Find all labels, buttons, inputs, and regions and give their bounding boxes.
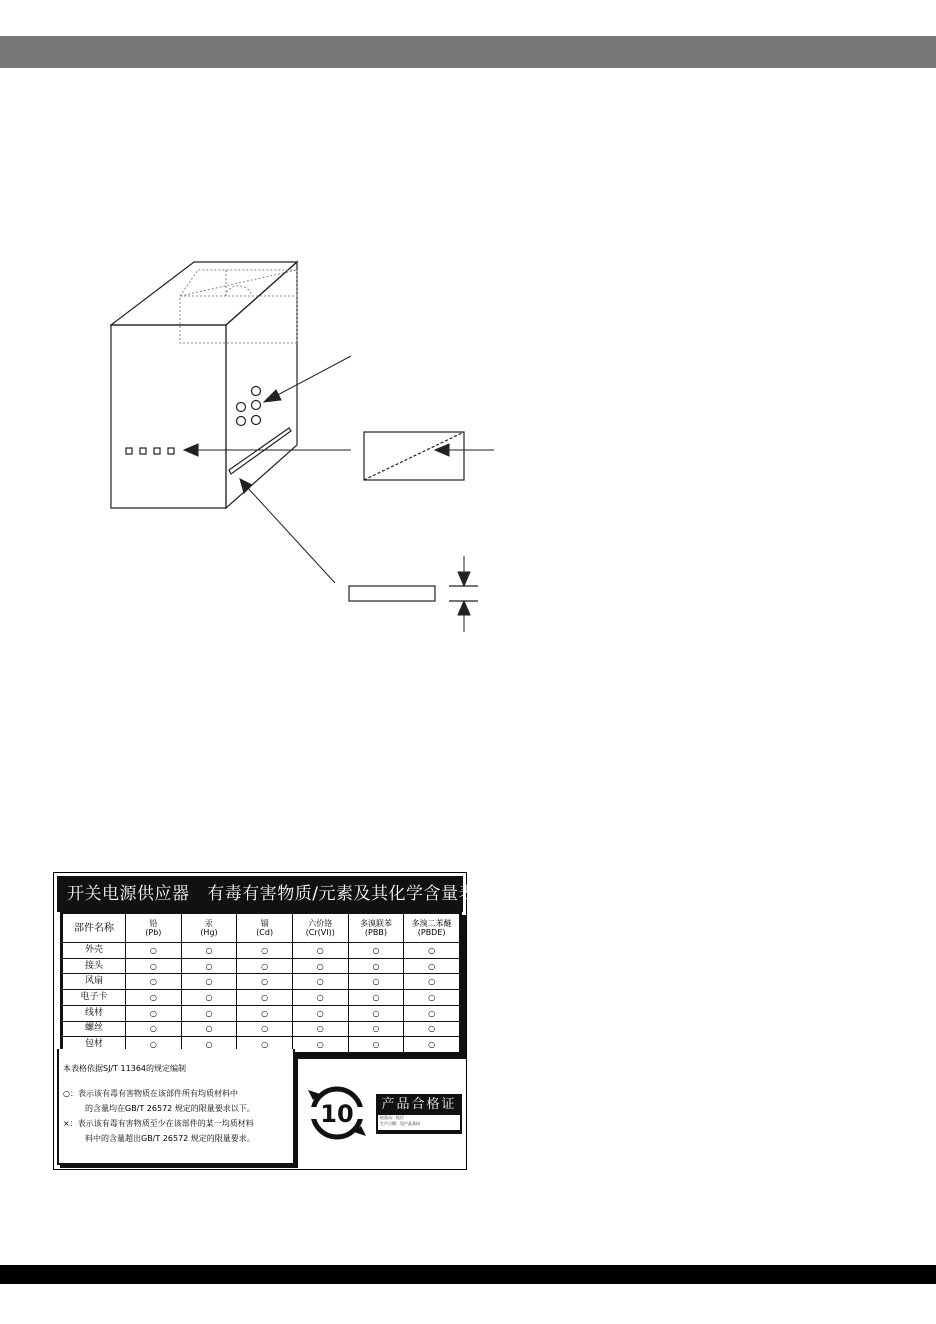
certificate-inspector: 检验员：检行 <box>380 1115 404 1120</box>
table-row <box>63 943 460 959</box>
circle-note-line2: 的含量均在GB/T 26572 规定的限量要求以下。 <box>85 1104 255 1113</box>
mark-cell: ○ <box>237 943 293 959</box>
certificate-badge <box>376 1094 462 1134</box>
col-header-pb: 铅 (Pb) <box>126 914 182 943</box>
mark-cell: ○ <box>181 1021 237 1037</box>
part-name: 外壳 <box>63 943 126 959</box>
psu-top-face <box>111 262 297 325</box>
part-name: 电子卡 <box>63 990 126 1006</box>
psu-front-face <box>111 325 226 508</box>
mark-cell: ○ <box>348 974 404 990</box>
mark-cell: ○ <box>348 943 404 959</box>
substance-table-wrapper <box>60 911 462 1055</box>
mark-cell: ○ <box>237 1005 293 1021</box>
mark-cell: ○ <box>237 974 293 990</box>
psu-side-face <box>226 262 297 508</box>
mark-cell: ○ <box>292 1037 348 1053</box>
part-name: 风扇 <box>63 974 126 990</box>
col-header-cd: 镉 (Cd) <box>237 914 293 943</box>
epup-number: 10 <box>320 1100 354 1128</box>
mark-cell: ○ <box>292 1005 348 1021</box>
footer-bar <box>0 1265 936 1284</box>
mark-cell: ○ <box>348 958 404 974</box>
mark-cell: ○ <box>126 990 182 1006</box>
mark-cell: ○ <box>126 943 182 959</box>
mark-cell: ○ <box>292 943 348 959</box>
basis-note: 本表格依据SJ/T 11364的规定编制 <box>63 1064 187 1073</box>
table-row <box>63 974 460 990</box>
col-header-part: 部件名称 <box>63 914 126 943</box>
mark-cell: ○ <box>348 990 404 1006</box>
mark-cell: ○ <box>126 974 182 990</box>
table-header-row <box>63 914 460 943</box>
col-header-hg: 汞 (Hg) <box>181 914 237 943</box>
mark-cell: ○ <box>348 1021 404 1037</box>
notes-box <box>57 1049 295 1165</box>
mark-cell: ○ <box>237 990 293 1006</box>
mark-cell: ○ <box>181 974 237 990</box>
mark-cell: ○ <box>126 1037 182 1053</box>
certificate-details <box>378 1115 460 1130</box>
mark-cell: ○ <box>348 1037 404 1053</box>
col-header-cr6: 六价铬 (Cr(VI)) <box>292 914 348 943</box>
logo-area <box>300 1078 470 1148</box>
mark-cell: ○ <box>404 1005 460 1021</box>
table-row <box>63 958 460 974</box>
mark-cell: ○ <box>126 958 182 974</box>
mark-cell: ○ <box>348 1005 404 1021</box>
mark-cell: ○ <box>292 974 348 990</box>
part-name: 螺丝 <box>63 1021 126 1037</box>
cross-note-line1: ×：表示该有毒有害物质至少在该部件的某一均质材料 <box>63 1119 254 1128</box>
table-row <box>63 1021 460 1037</box>
mark-cell: ○ <box>237 1021 293 1037</box>
mark-cell: ○ <box>126 1005 182 1021</box>
mark-cell: ○ <box>292 1021 348 1037</box>
epup-10-icon <box>304 1080 370 1146</box>
certificate-date: 生产日期：见产品条码 <box>380 1121 420 1126</box>
mark-cell: ○ <box>404 1037 460 1053</box>
mark-cell: ○ <box>404 990 460 1006</box>
col-header-pbde: 多溴二苯醚 (PBDE) <box>404 914 460 943</box>
mark-cell: ○ <box>404 958 460 974</box>
part-name: 包材 <box>63 1037 126 1053</box>
mark-cell: ○ <box>292 958 348 974</box>
mark-cell: ○ <box>181 958 237 974</box>
mark-cell: ○ <box>181 1037 237 1053</box>
mark-cell: ○ <box>404 974 460 990</box>
mark-cell: ○ <box>126 1021 182 1037</box>
part-name: 线材 <box>63 1005 126 1021</box>
part-name: 接头 <box>63 958 126 974</box>
circle-note-line1: ○：表示该有毒有害物质在该部件所有均质材料中 <box>63 1089 238 1098</box>
col-header-pbb: 多溴联苯 (PBB) <box>348 914 404 943</box>
table-row <box>63 1005 460 1021</box>
mark-cell: ○ <box>181 990 237 1006</box>
mark-cell: ○ <box>292 990 348 1006</box>
label-title: 开关电源供应器 有毒有害物质/元素及其化学含量表 <box>57 876 463 912</box>
mark-cell: ○ <box>237 1037 293 1053</box>
mark-cell: ○ <box>181 1005 237 1021</box>
substance-table <box>62 913 460 1053</box>
certificate-title: 产品合格证 <box>381 1097 457 1112</box>
mark-cell: ○ <box>181 943 237 959</box>
cross-note-line2: 料中的含量超出GB/T 26572 规定的限量要求。 <box>85 1134 255 1143</box>
mark-cell: ○ <box>237 958 293 974</box>
mark-cell: ○ <box>404 943 460 959</box>
mark-cell: ○ <box>404 1021 460 1037</box>
hazardous-substance-label <box>53 872 476 1170</box>
table-row <box>63 990 460 1006</box>
